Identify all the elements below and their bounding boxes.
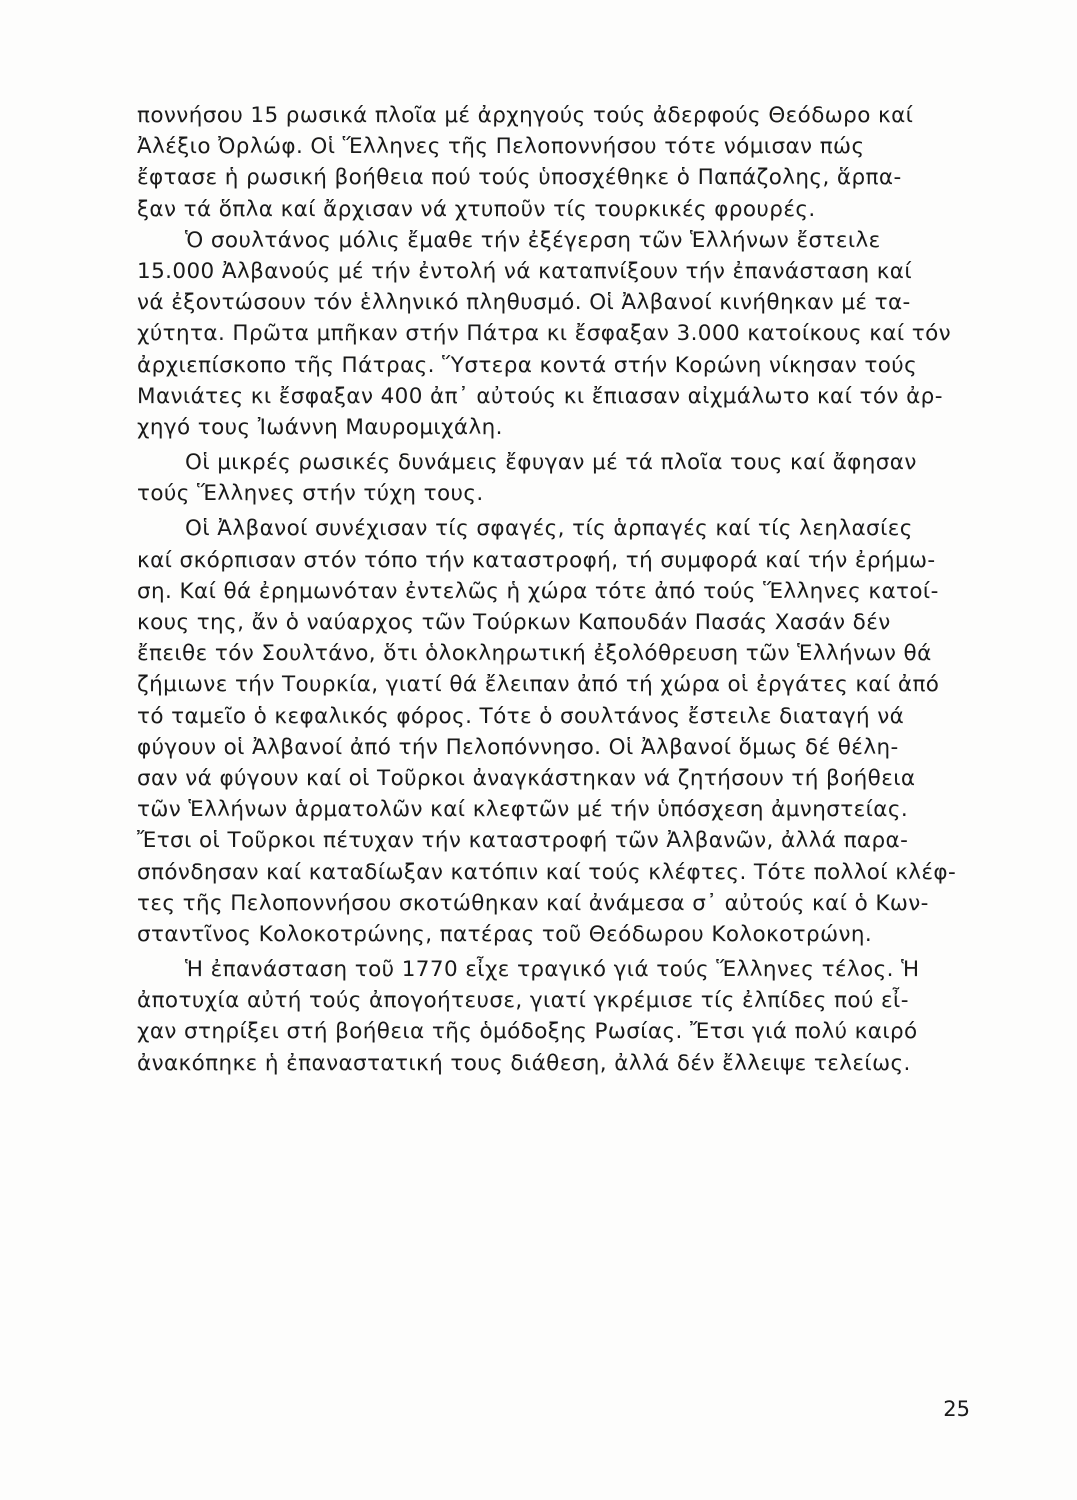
text-line: ἀποτυχία αὐτή τούς ἀπογοήτευσε, γιατί γκρέμισε τίς ἐλπίδες πού εἶ- xyxy=(137,988,909,1014)
text-line: ἀρχιεπίσκοπο τῆς Πάτρας. Ὕστερα κοντά στήν Κορώνη νίκησαν τούς xyxy=(137,352,918,378)
text-line: Ἡ ἐπανάσταση τοῦ 1770 εἶχε τραγικό γιά τούς Ἕλληνες τέλος. Ἡ xyxy=(185,957,920,983)
text-line: σταντῖνος Κολοκοτρώνης, πατέρας τοῦ Θεόδωρου Κολοκοτρώνη. xyxy=(137,921,873,947)
text-line: Ἀλέξιο Ὀρλώφ. Οἱ Ἕλληνες τῆς Πελοποννήσου τότε νόμισαν πώς xyxy=(137,134,865,160)
body-text xyxy=(137,100,967,1079)
text-line: φύγουν οἱ Ἀλβανοί ἀπό τήν Πελοπόννησο. Οἱ Ἀλβανοί ὅμως δέ θέλη- xyxy=(137,734,899,760)
text-line: νά ἐξοντώσουν τόν ἑλληνικό πληθυσμό. Οἱ Ἀλβανοί κινήθηκαν μέ τα- xyxy=(137,290,911,316)
text-line: Οἱ Ἀλβανοί συνέχισαν τίς σφαγές, τίς ἁρπαγές καί τίς λεηλασίες xyxy=(185,516,913,542)
text-line: χαν στηρίξει στή βοήθεια τῆς ὁμόδοξης Ρωσίας. Ἔτσι γιά πολύ καιρό xyxy=(137,1019,918,1045)
text-line: ἔπειθε τόν Σουλτάνο, ὅτι ὁλοκληρωτική ἐξολόθρευση τῶν Ἑλλήνων θά xyxy=(137,641,932,667)
text-line: τούς Ἕλληνες στήν τύχη τους. xyxy=(137,481,484,507)
text-line: Μανιάτες κι ἔσφαξαν 400 ἀπ᾽ αὐτούς κι ἔπιασαν αἰχμάλωτο καί τόν ἀρ- xyxy=(137,383,943,409)
text-line: 15.000 Ἀλβανούς μέ τήν ἐντολή νά καταπνίξουν τήν ἐπανάσταση καί xyxy=(137,258,913,284)
text-line: τες τῆς Πελοποννήσου σκοτώθηκαν καί ἀνάμεσα σ᾽ αὐτούς καί ὁ Κων- xyxy=(137,890,929,916)
text-line: Οἱ μικρές ρωσικές δυνάμεις ἔφυγαν μέ τά πλοῖα τους καί ἄφησαν xyxy=(185,450,917,476)
page-number: 25 xyxy=(943,1397,970,1421)
text-line: ση. Καί θά ἐρημωνόταν ἐντελῶς ἡ χώρα τότε ἀπό τούς Ἕλληνες κατοί- xyxy=(137,578,939,604)
text-line: Ὁ σουλτάνος μόλις ἔμαθε τήν ἐξέγερση τῶν Ἑλλήνων ἔστειλε xyxy=(185,227,881,253)
text-line: Ἔτσι οἱ Τοῦρκοι πέτυχαν τήν καταστροφή τῶν Ἀλβανῶν, ἀλλά παρα- xyxy=(137,828,909,854)
text-line: ζήμιωνε τήν Τουρκία, γιατί θά ἔλειπαν ἀπό τή χώρα οἱ ἐργάτες καί ἀπό xyxy=(137,672,940,698)
text-line: καί σκόρπισαν στόν τόπο τήν καταστροφή, τή συμφορά καί τήν ἐρήμω- xyxy=(137,547,936,573)
text-line: τῶν Ἑλλήνων ἁρματολῶν καί κλεφτῶν μέ τήν ὑπόσχεση ἀμνηστείας. xyxy=(137,797,909,823)
text-line: ποννήσου 15 ρωσικά πλοῖα μέ ἀρχηγούς τούς ἀδερφούς Θεόδωρο καί xyxy=(137,103,914,128)
text-line: χηγό τους Ἰωάννη Μαυρομιχάλη. xyxy=(137,414,503,440)
text-line: ἔφτασε ἡ ρωσική βοήθεια πού τούς ὑποσχέθηκε ὁ Παπάζολης, ἅρπα- xyxy=(137,165,902,191)
text-line: ξαν τά ὅπλα καί ἄρχισαν νά χτυποῦν τίς τουρκικές φρουρές. xyxy=(137,196,816,222)
text-line: χύτητα. Πρῶτα μπῆκαν στήν Πάτρα κι ἔσφαξαν 3.000 κατοίκους καί τόν xyxy=(137,321,952,347)
text-line: σαν νά φύγουν καί οἱ Τοῦρκοι ἀναγκάστηκαν νά ζητήσουν τή βοήθεια xyxy=(137,765,916,791)
text-line: ἀνακόπηκε ἡ ἐπαναστατική τους διάθεση, ἀλλά δέν ἔλλειψε τελείως. xyxy=(137,1050,911,1076)
text-line: τό ταμεῖο ὁ κεφαλικός φόρος. Τότε ὁ σουλτάνος ἔστειλε διαταγή νά xyxy=(137,703,905,729)
text-line: σπόνδησαν καί καταδίωξαν κατόπιν καί τούς κλέφτες. Τότε πολλοί κλέφ- xyxy=(137,859,957,885)
text-line: κους της, ἄν ὁ ναύαρχος τῶν Τούρκων Καπουδάν Πασάς Χασάν δέν xyxy=(137,610,891,635)
